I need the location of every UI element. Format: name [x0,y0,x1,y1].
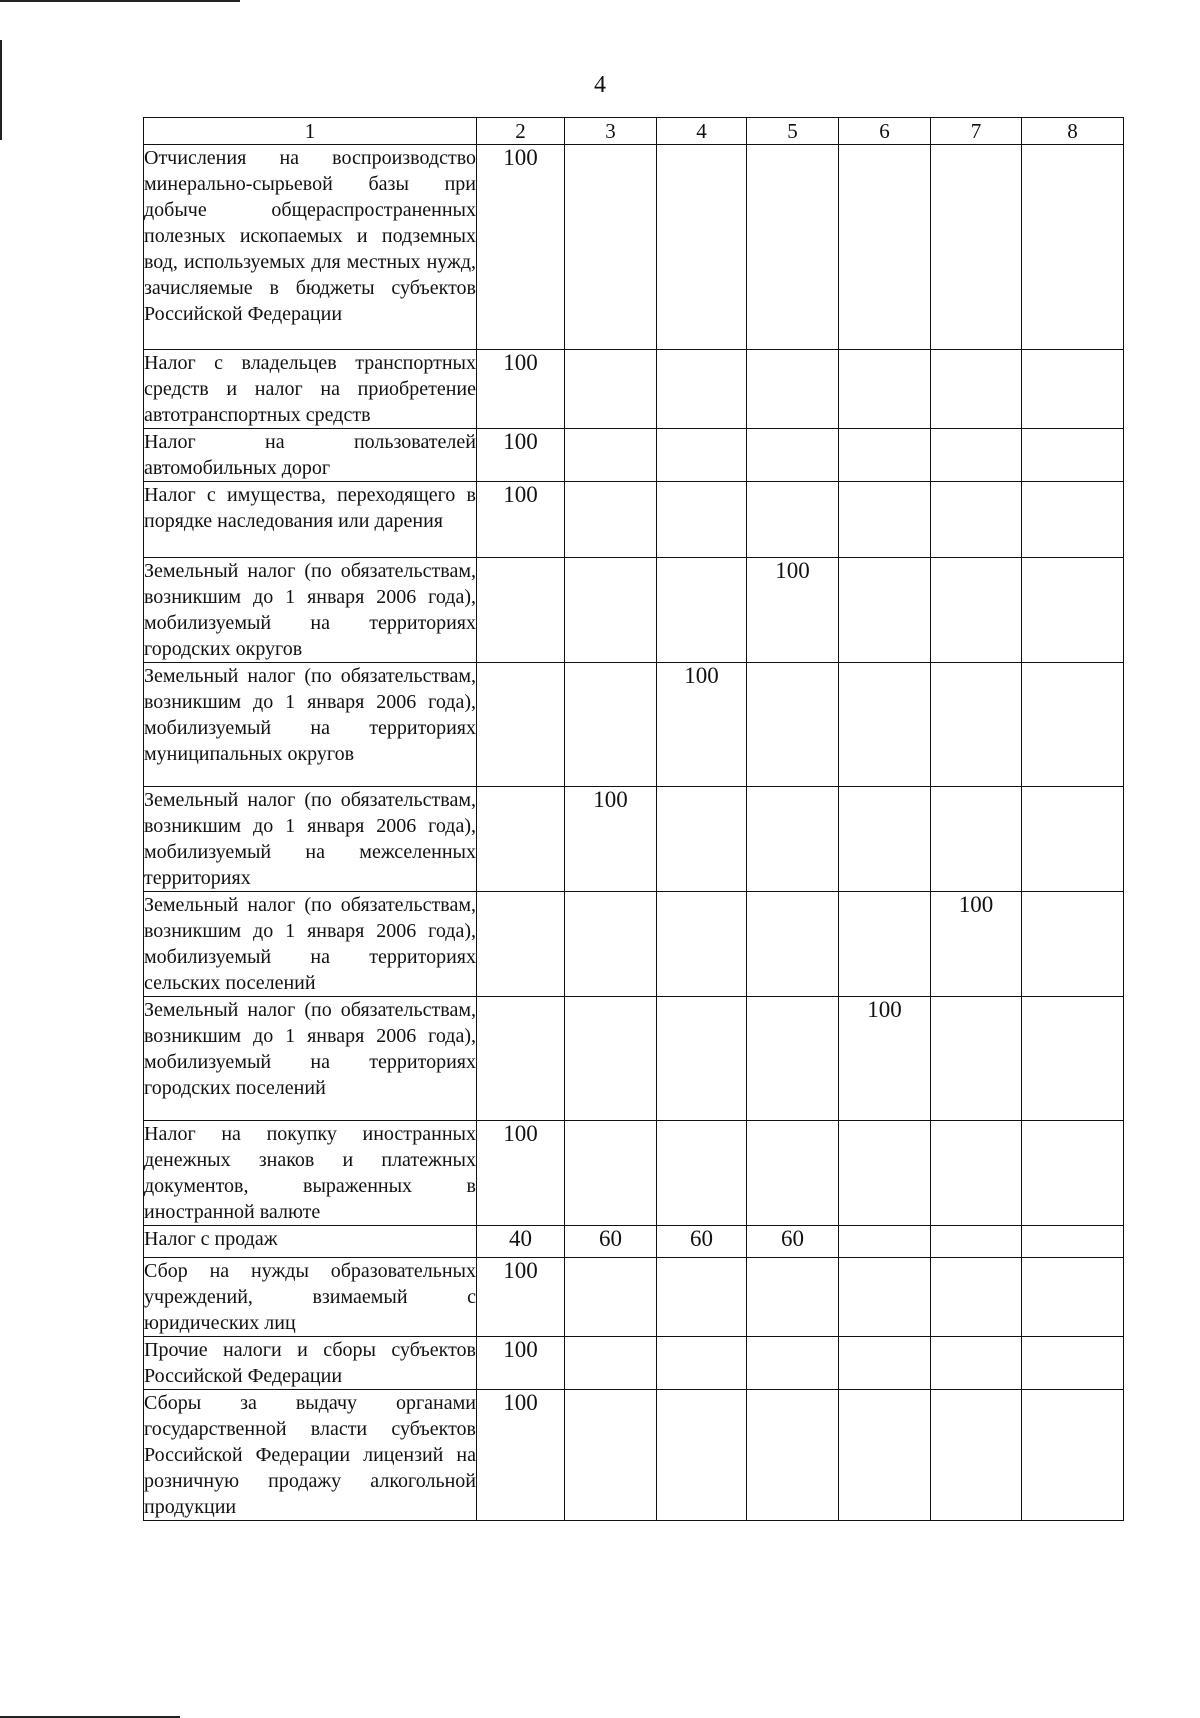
header-cell: 5 [747,118,839,145]
tax-description-cell: Земельный налог (по обязательствам, возникшим до 1 января 2006 года), мобилизуемый на территориях муниципальных округов [144,663,477,787]
table-row [144,787,1124,892]
percentage-cell: 100 [477,1337,565,1390]
percentage-cell: 100 [477,429,565,482]
percentage-cell [747,1258,839,1337]
scan-edge-top [0,0,240,2]
percentage-cell [657,1258,747,1337]
percentage-cell [931,1121,1022,1226]
percentage-cell [657,892,747,997]
header-cell: 8 [1022,118,1124,145]
percentage-cell: 100 [477,145,565,350]
percentage-cell [839,429,931,482]
percentage-cell [565,892,657,997]
percentage-cell [1022,429,1124,482]
percentage-cell [931,482,1022,558]
header-cell: 4 [657,118,747,145]
tax-description-cell: Отчисления на воспроизводство минерально-сырьевой базы при добыче общераспространенных полезных ископаемых и подземных вод, используемых для местных нужд, зачисляемые в бюджеты субъектов Российской Федерации [144,145,477,350]
percentage-cell [931,1390,1022,1521]
table-row [144,1226,1124,1258]
percentage-cell [839,1258,931,1337]
percentage-cell [839,350,931,429]
percentage-cell: 100 [747,558,839,663]
percentage-cell: 60 [565,1226,657,1258]
percentage-cell [747,997,839,1121]
percentage-cell [1022,787,1124,892]
tax-description-cell: Земельный налог (по обязательствам, возникшим до 1 января 2006 года), мобилизуемый на межселенных территориях [144,787,477,892]
percentage-cell [657,145,747,350]
percentage-cell [1022,892,1124,997]
header-cell: 2 [477,118,565,145]
percentage-cell [1022,482,1124,558]
percentage-cell [931,558,1022,663]
tax-description-cell: Налог с владельцев транспортных средств и налог на приобретение автотранспортных средств [144,350,477,429]
percentage-cell: 100 [657,663,747,787]
percentage-cell [657,787,747,892]
table-row [144,1258,1124,1337]
percentage-cell [747,787,839,892]
percentage-cell [931,145,1022,350]
percentage-cell [839,1226,931,1258]
percentage-cell [839,787,931,892]
percentage-cell [657,1121,747,1226]
percentage-cell [565,997,657,1121]
percentage-cell [839,1121,931,1226]
percentage-cell [931,663,1022,787]
percentage-cell [747,145,839,350]
percentage-cell [565,1121,657,1226]
page-number: 4 [594,72,606,98]
percentage-cell [839,1390,931,1521]
percentage-cell [1022,1226,1124,1258]
percentage-cell [1022,1390,1124,1521]
percentage-cell: 100 [565,787,657,892]
table-body [144,145,1124,1521]
table-row [144,429,1124,482]
tax-description-cell: Земельный налог (по обязательствам, возникшим до 1 января 2006 года), мобилизуемый на территориях городских округов [144,558,477,663]
percentage-cell [1022,1258,1124,1337]
percentage-cell [565,1337,657,1390]
table-row [144,663,1124,787]
percentage-cell [839,482,931,558]
percentage-cell [565,663,657,787]
percentage-cell: 100 [931,892,1022,997]
percentage-cell [747,1337,839,1390]
percentage-cell [747,482,839,558]
percentage-cell [931,350,1022,429]
header-cell: 6 [839,118,931,145]
tax-description-cell: Земельный налог (по обязательствам, возникшим до 1 января 2006 года), мобилизуемый на территориях сельских поселений [144,892,477,997]
percentage-cell [657,1390,747,1521]
percentage-cell [1022,1121,1124,1226]
percentage-cell [565,1258,657,1337]
percentage-cell: 40 [477,1226,565,1258]
tax-description-cell: Сборы за выдачу органами государственной власти субъектов Российской Федерации лицензий на розничную продажу алкогольной продукции [144,1390,477,1521]
table-row [144,1121,1124,1226]
tax-description-cell: Прочие налоги и сборы субъектов Российской Федерации [144,1337,477,1390]
percentage-cell [839,558,931,663]
percentage-cell: 60 [747,1226,839,1258]
percentage-cell [839,892,931,997]
tax-description-cell: Налог с имущества, переходящего в порядке наследования или дарения [144,482,477,558]
percentage-cell [477,663,565,787]
tax-description-cell: Сбор на нужды образовательных учреждений, взимаемый с юридических лиц [144,1258,477,1337]
tax-description-cell: Налог на пользователей автомобильных дорог [144,429,477,482]
percentage-cell [931,429,1022,482]
percentage-cell [931,1337,1022,1390]
percentage-cell [931,787,1022,892]
percentage-cell [657,482,747,558]
table-row [144,1390,1124,1521]
table-row [144,145,1124,350]
percentage-cell [657,997,747,1121]
percentage-cell [839,663,931,787]
percentage-cell [747,350,839,429]
percentage-cell [657,429,747,482]
percentage-cell [1022,145,1124,350]
percentage-cell [931,997,1022,1121]
table-row [144,997,1124,1121]
percentage-cell [565,558,657,663]
percentage-cell [477,558,565,663]
table-row [144,1337,1124,1390]
header-cell: 1 [144,118,477,145]
percentage-cell [477,997,565,1121]
percentage-cell [565,1390,657,1521]
percentage-cell [1022,558,1124,663]
percentage-cell: 100 [477,1390,565,1521]
percentage-cell: 100 [477,350,565,429]
table-row [144,482,1124,558]
percentage-cell [839,145,931,350]
tax-description-cell: Налог с продаж [144,1226,477,1258]
percentage-cell [1022,997,1124,1121]
percentage-cell: 100 [477,1258,565,1337]
percentage-cell: 100 [477,1121,565,1226]
percentage-cell [931,1258,1022,1337]
percentage-cell [657,558,747,663]
percentage-cell [657,350,747,429]
percentage-cell [839,1337,931,1390]
budget-distribution-table [143,117,1124,1521]
percentage-cell: 100 [839,997,931,1121]
percentage-cell [931,1226,1022,1258]
percentage-cell [747,429,839,482]
table-row [144,558,1124,663]
percentage-cell: 100 [477,482,565,558]
percentage-cell [1022,350,1124,429]
table-header-row [144,118,1124,145]
tax-description-cell: Земельный налог (по обязательствам, возникшим до 1 января 2006 года), мобилизуемый на территориях городских поселений [144,997,477,1121]
percentage-cell [1022,1337,1124,1390]
percentage-cell [747,892,839,997]
percentage-cell [657,1337,747,1390]
percentage-cell [565,429,657,482]
header-cell: 7 [931,118,1022,145]
percentage-cell [477,892,565,997]
header-cell: 3 [565,118,657,145]
table-row [144,892,1124,997]
table-row [144,350,1124,429]
percentage-cell [747,1121,839,1226]
tax-description-cell: Налог на покупку иностранных денежных знаков и платежных документов, выраженных в иностранной валюте [144,1121,477,1226]
percentage-cell [565,145,657,350]
percentage-cell: 60 [657,1226,747,1258]
percentage-cell [565,482,657,558]
percentage-cell [747,1390,839,1521]
percentage-cell [1022,663,1124,787]
percentage-cell [565,350,657,429]
percentage-cell [747,663,839,787]
percentage-cell [477,787,565,892]
